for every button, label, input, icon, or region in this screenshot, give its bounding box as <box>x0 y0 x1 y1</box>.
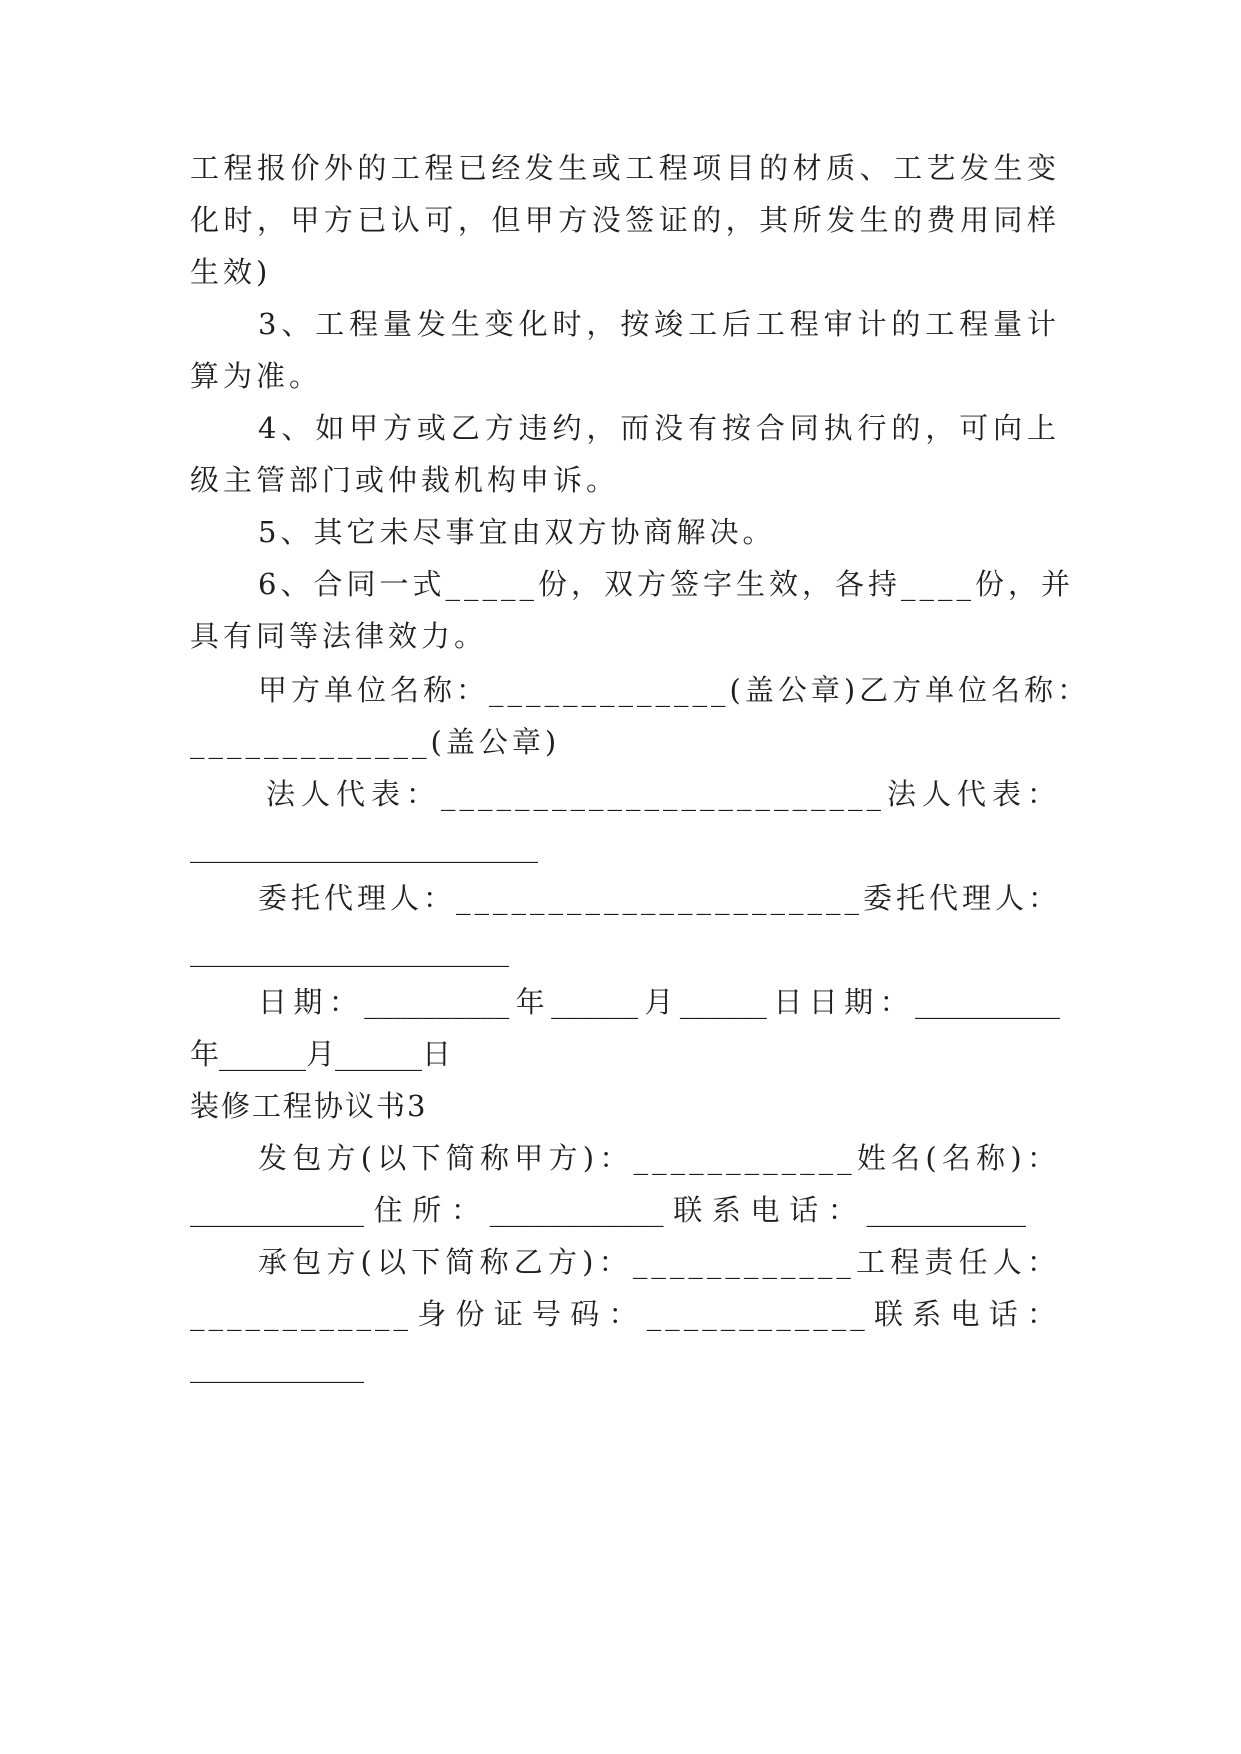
paragraph-line: 生效) <box>190 255 272 289</box>
legal-representative-line: 法人代表：________________________法人代表： <box>266 777 1060 811</box>
date-continuation: 年______月______日 <box>190 1037 452 1071</box>
contractor-line: 承包方(以下简称乙方)：____________工程责任人： <box>258 1245 1060 1279</box>
agent-line: 委托代理人：______________________委托代理人： <box>258 881 1062 915</box>
clause-6-line: 6、合同一式_____份，双方签字生效，各持____份，并 <box>258 567 1074 601</box>
contractor-phone-blank: ____________ <box>190 1349 364 1383</box>
party-unit-name-line: 甲方单位名称：_____________(盖公章)乙方单位名称： <box>258 673 1091 707</box>
employer-line: 发包方(以下简称甲方)：____________姓名(名称)： <box>258 1141 1060 1175</box>
date-line: 日期：__________年______月______日日期：__________ <box>258 985 1060 1019</box>
clause-4-continuation: 级主管部门或仲裁机构申诉。 <box>190 463 620 497</box>
legal-representative-continuation: ________________________ <box>190 829 538 863</box>
employer-continuation: ____________住所：____________联系电话：___________ <box>190 1193 1026 1227</box>
paragraph-line: 化时，甲方已认可，但甲方没签证的，其所发生的费用同样 <box>190 203 1060 237</box>
agent-continuation: ______________________ <box>190 933 509 967</box>
clause-5-line: 5、其它未尽事宜由双方协商解决。 <box>258 515 776 549</box>
section-title: 装修工程协议书3 <box>190 1089 428 1123</box>
clause-3-line: 3、工程量发生变化时，按竣工后工程审计的工程量计 <box>258 307 1060 341</box>
contractor-continuation: ____________身份证号码：____________联系电话： <box>190 1297 1060 1331</box>
clause-4-line: 4、如甲方或乙方违约，而没有按合同执行的，可向上 <box>258 411 1060 445</box>
clause-6-continuation: 具有同等法律效力。 <box>190 619 488 653</box>
paragraph-line: 工程报价外的工程已经发生或工程项目的材质、工艺发生变 <box>190 151 1060 185</box>
party-unit-name-continuation: _____________(盖公章) <box>190 725 561 759</box>
clause-3-continuation: 算为准。 <box>190 359 323 393</box>
